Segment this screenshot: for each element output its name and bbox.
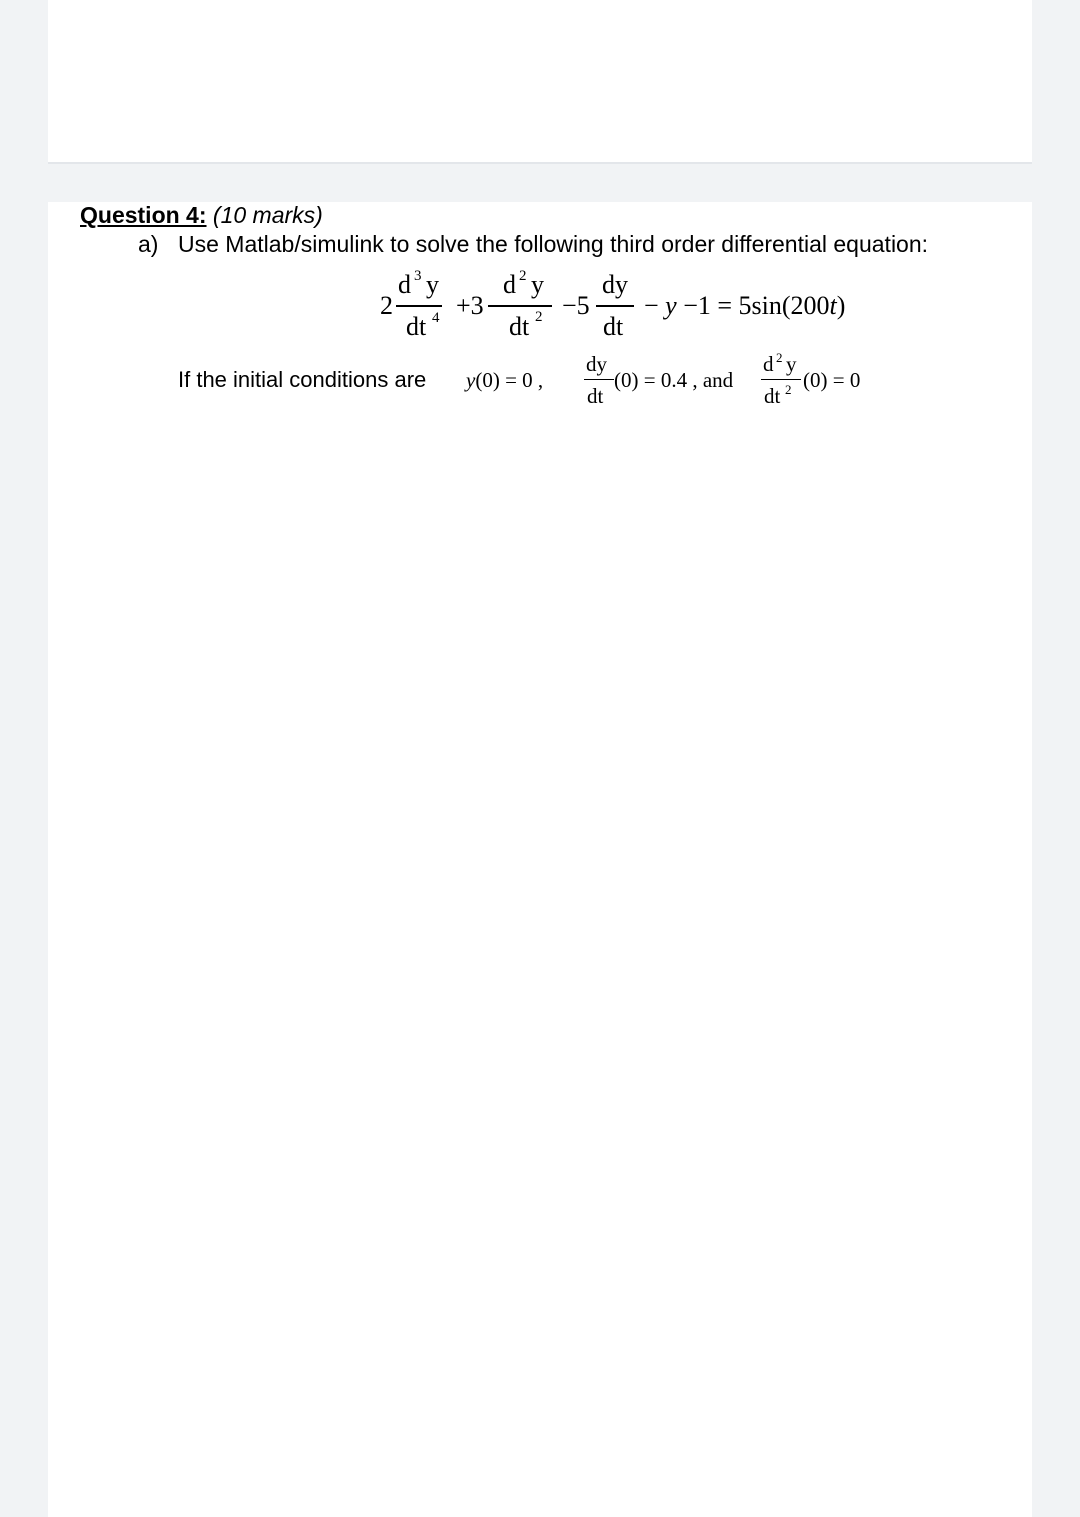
eq-rhs-t: t bbox=[829, 291, 837, 320]
condition-d2y-line bbox=[761, 379, 801, 380]
eq-frac1-num-pow: 3 bbox=[414, 268, 422, 284]
condition-d2y-den: dt bbox=[764, 384, 781, 408]
eq-frac1-num-d: d bbox=[398, 270, 411, 299]
condition-dy-num: dy bbox=[586, 352, 607, 376]
conditions-intro: If the initial conditions are bbox=[178, 367, 427, 392]
eq-frac2-num-y: y bbox=[531, 270, 544, 299]
condition-d2y-num-d: d bbox=[763, 352, 774, 376]
eq-frac2-den: dt bbox=[509, 312, 530, 341]
condition-d2y-den-pow: 2 bbox=[785, 382, 792, 397]
question-title: Question 4: bbox=[80, 202, 207, 228]
eq-rhs bbox=[644, 291, 845, 321]
top-blank-panel bbox=[48, 0, 1032, 162]
condition-y0-var: y bbox=[466, 368, 476, 392]
condition-y0-value: (0) = 0 , bbox=[475, 368, 544, 392]
condition-d2y-num-pow: 2 bbox=[776, 350, 783, 365]
eq-frac2-den-pow: 2 bbox=[535, 309, 543, 325]
eq-plus-3: +3 bbox=[456, 291, 484, 320]
eq-rhs-part3: ) bbox=[836, 291, 846, 320]
condition-d2y-num-y: y bbox=[786, 352, 797, 376]
eq-rhs-y: y bbox=[665, 291, 677, 320]
eq-frac2-num-d: d bbox=[503, 270, 516, 299]
eq-minus-5: −5 bbox=[562, 291, 590, 320]
eq-frac1-den-pow: 4 bbox=[432, 310, 440, 326]
eq-frac3-line bbox=[596, 305, 634, 307]
question-part-a bbox=[138, 231, 928, 258]
eq-coef-2: 2 bbox=[380, 291, 393, 320]
eq-frac3-num: dy bbox=[602, 270, 628, 299]
condition-dy-line bbox=[584, 379, 614, 380]
condition-dy-den: dt bbox=[587, 384, 604, 408]
eq-frac1-den: dt bbox=[406, 312, 427, 341]
document-page bbox=[48, 202, 1032, 1517]
eq-frac2-num-pow: 2 bbox=[519, 268, 527, 284]
panel-divider bbox=[48, 162, 1032, 164]
eq-frac1-line bbox=[396, 305, 442, 307]
part-text: Use Matlab/simulink to solve the following third order differential equation: bbox=[178, 231, 929, 257]
eq-rhs-part2: −1 = 5sin(200 bbox=[676, 291, 830, 320]
eq-frac1-num-y: y bbox=[426, 270, 439, 299]
question-marks: (10 marks) bbox=[212, 202, 323, 228]
question-heading bbox=[80, 202, 323, 229]
condition-d2y-value: (0) = 0 bbox=[803, 368, 861, 392]
condition-y0 bbox=[466, 368, 543, 393]
condition-dy-value: (0) = 0.4 , and bbox=[614, 368, 734, 392]
eq-frac2-line bbox=[488, 305, 552, 307]
eq-frac3-den: dt bbox=[603, 312, 624, 341]
part-label: a) bbox=[138, 231, 159, 257]
eq-rhs-part1: − bbox=[644, 291, 666, 320]
